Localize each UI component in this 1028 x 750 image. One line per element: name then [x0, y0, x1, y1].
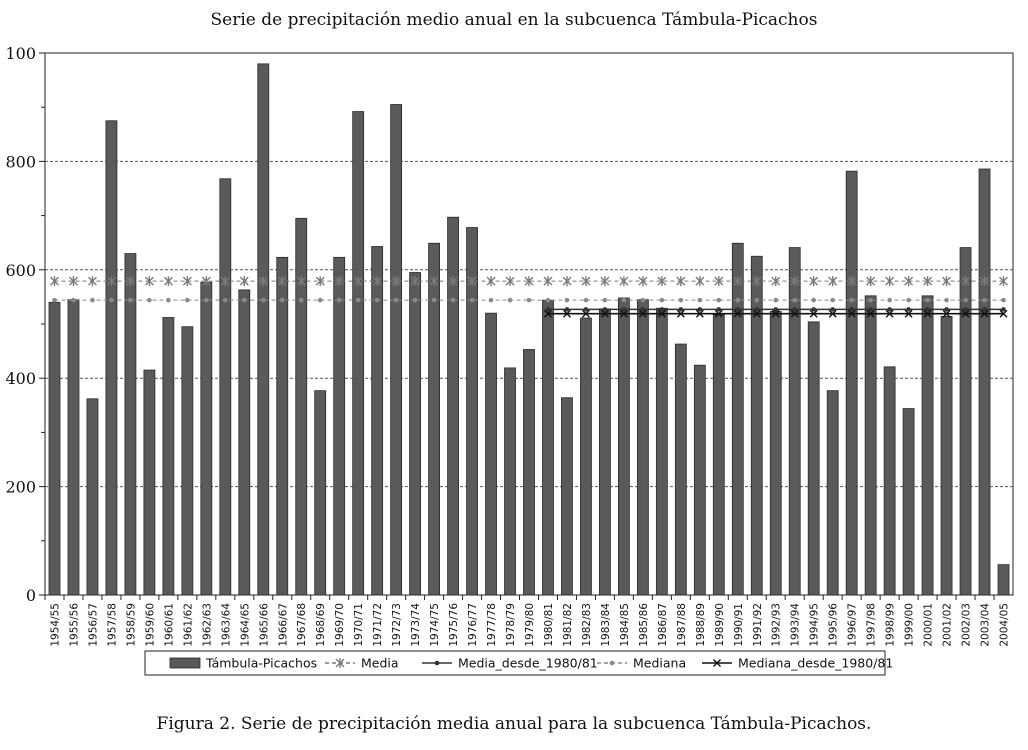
chart-title: Serie de precipitación medio anual en la subcuenca Támbula-Picachos: [210, 10, 818, 30]
series-marker: [660, 307, 665, 312]
bar: [941, 316, 952, 595]
series-marker: [679, 307, 684, 312]
bar: [163, 317, 174, 595]
legend-marker: [435, 661, 440, 666]
series-marker: [868, 298, 873, 303]
series-marker: [963, 298, 968, 303]
series-marker: [830, 298, 835, 303]
line-layer: [50, 276, 1007, 317]
x-tick-label: 1970/71: [353, 603, 366, 647]
series-marker: [470, 298, 475, 303]
x-tick-label: 1969/70: [334, 603, 347, 647]
series-marker: [337, 298, 342, 303]
x-tick-label: 1960/61: [163, 603, 176, 647]
x-tick-label: 1998/99: [884, 603, 897, 647]
y-tick-label: 200: [5, 477, 36, 497]
bar: [201, 282, 212, 595]
x-tick-label: 1989/90: [713, 603, 726, 647]
x-tick-label: 1958/59: [125, 603, 138, 647]
series-marker: [906, 307, 911, 312]
series-marker: [679, 298, 684, 303]
x-tick-label: 1965/66: [258, 603, 271, 647]
bar: [865, 296, 876, 595]
x-tick-label: 1974/75: [429, 603, 442, 647]
series-marker: [906, 298, 911, 303]
bar: [713, 315, 724, 595]
series-marker: [52, 298, 57, 303]
series-marker: [603, 307, 608, 312]
bar: [429, 243, 440, 595]
bar: [258, 64, 269, 595]
series-marker: [811, 298, 816, 303]
series-marker: [944, 298, 949, 303]
series-marker: [147, 298, 152, 303]
series-marker: [166, 298, 171, 303]
series-marker: [1001, 298, 1006, 303]
bar: [144, 370, 155, 595]
series-marker: [925, 307, 930, 312]
bar: [903, 409, 914, 595]
bar: [884, 367, 895, 595]
bar: [486, 313, 497, 595]
bar: [694, 365, 705, 595]
bar: [505, 368, 516, 595]
series-marker: [811, 307, 816, 312]
x-tick-label: 1988/89: [694, 603, 707, 647]
series-marker: [204, 298, 209, 303]
x-tick-label: 2001/02: [941, 603, 954, 647]
series-marker: [622, 307, 627, 312]
series-marker: [546, 298, 551, 303]
series-marker: [565, 307, 570, 312]
series-marker: [773, 298, 778, 303]
series-marker: [717, 307, 722, 312]
series-marker: [299, 298, 304, 303]
series-marker: [584, 307, 589, 312]
x-tick-label: 1979/80: [524, 603, 536, 647]
x-tick-label: 1972/73: [391, 603, 404, 647]
x-tick-label: 1975/76: [448, 603, 461, 647]
series-marker: [887, 298, 892, 303]
x-tick-label: 1991/92: [751, 603, 764, 647]
series-marker: [487, 276, 495, 286]
bar: [277, 257, 288, 595]
x-tick-label: 1955/56: [68, 603, 81, 647]
legend-swatch: [170, 658, 200, 668]
series-marker: [164, 276, 172, 286]
bar: [542, 300, 553, 595]
series-marker: [754, 298, 759, 303]
x-tick-label: 1995/96: [827, 603, 840, 647]
series-marker: [242, 298, 247, 303]
legend-entry: [170, 656, 317, 671]
x-tick-label: 1961/62: [182, 603, 195, 647]
bar: [732, 243, 743, 595]
x-tick-label: 2004/05: [998, 602, 1011, 647]
bar: [239, 290, 250, 595]
series-marker: [71, 298, 76, 303]
series-marker: [735, 298, 740, 303]
series-marker: [887, 307, 892, 312]
bar: [675, 344, 686, 595]
bar: [334, 257, 345, 595]
series-marker: [356, 298, 361, 303]
bar: [637, 300, 648, 595]
bar: [106, 121, 117, 595]
series-marker: [698, 298, 703, 303]
bar: [656, 308, 667, 595]
x-tick-label: 2000/01: [922, 603, 935, 647]
series-marker: [584, 298, 589, 303]
x-tick-label: 1966/67: [277, 603, 290, 647]
y-tick-label: 0: [25, 586, 36, 605]
series-marker: [413, 298, 418, 303]
series-marker: [90, 298, 95, 303]
bar: [410, 273, 421, 595]
series-marker: [432, 298, 437, 303]
series-marker: [527, 298, 532, 303]
series-marker: [886, 276, 894, 286]
bar: [220, 179, 231, 595]
legend-label: Mediana_desde_1980/81: [738, 655, 894, 671]
legend-label: Media_desde_1980/81: [458, 655, 598, 671]
series-marker: [698, 307, 703, 312]
series-marker: [489, 298, 494, 303]
series-marker: [318, 298, 323, 303]
bar: [315, 391, 326, 595]
y-tick-label: 800: [5, 152, 36, 172]
series-marker: [109, 298, 114, 303]
x-tick-label: 1999/00: [903, 603, 916, 647]
x-tick-label: 1997/98: [865, 603, 878, 647]
x-tick-label: 1987/88: [675, 603, 688, 647]
series-marker: [261, 298, 266, 303]
y-tick-label: 600: [5, 260, 36, 280]
bar-layer: [49, 64, 1009, 595]
series-marker: [696, 276, 704, 286]
series-marker: [849, 307, 854, 312]
series-marker: [394, 298, 399, 303]
bar: [391, 104, 402, 595]
y-tick-label: 100: [5, 44, 36, 63]
x-tick-label: 2002/03: [960, 603, 973, 647]
series-marker: [660, 298, 665, 303]
series-marker: [546, 307, 551, 312]
x-tick-label: 1978/79: [505, 603, 518, 647]
series-marker: [641, 307, 646, 312]
series-marker: [620, 276, 628, 286]
x-tick-label: 1992/93: [770, 603, 783, 647]
series-marker: [508, 298, 513, 303]
x-tick-label: 1956/57: [87, 603, 100, 647]
series-marker: [128, 298, 133, 303]
series-marker: [641, 298, 646, 303]
x-tick-label: 1996/97: [846, 603, 859, 647]
series-marker: [563, 276, 571, 286]
x-tick-label: 1983/84: [599, 603, 612, 647]
series-marker: [735, 307, 740, 312]
legend-marker: [610, 661, 615, 666]
series-marker: [223, 298, 228, 303]
bar: [353, 112, 364, 595]
series-marker: [792, 298, 797, 303]
x-tick-label: 1957/58: [106, 603, 119, 647]
x-tick-label: 1962/63: [201, 603, 214, 647]
bar: [561, 398, 572, 595]
x-tick-label: 1968/69: [315, 603, 328, 647]
bar: [998, 565, 1009, 595]
x-tick-label: 1963/64: [220, 603, 233, 647]
series-marker: [185, 298, 190, 303]
legend: [145, 651, 893, 675]
bar: [182, 327, 193, 595]
x-tick-label: 2003/04: [979, 603, 992, 647]
x-tick-label: 1986/87: [656, 603, 669, 647]
series-marker: [717, 298, 722, 303]
bar: [68, 300, 79, 595]
bar: [770, 312, 781, 595]
series-marker: [849, 298, 854, 303]
legend-label: Támbula-Picachos: [206, 655, 318, 671]
series-marker: [603, 298, 608, 303]
x-tick-label: 1982/83: [580, 603, 593, 647]
legend-label: Media: [361, 655, 399, 671]
x-tick-label: 1981/82: [561, 603, 574, 647]
series-marker: [944, 307, 949, 312]
bar: [808, 322, 819, 595]
bar: [846, 171, 857, 595]
series-marker: [773, 307, 778, 312]
y-tick-label: 400: [5, 369, 36, 389]
series-marker: [963, 307, 968, 312]
series-marker: [451, 298, 456, 303]
series-marker: [1001, 307, 1006, 312]
bar: [979, 169, 990, 595]
series-marker: [375, 298, 380, 303]
x-tick-label: 1984/85: [618, 603, 631, 647]
bar: [87, 399, 98, 595]
bar: [448, 217, 459, 595]
bar: [524, 349, 535, 595]
series-marker: [622, 298, 627, 303]
x-tick-label: 1977/78: [486, 603, 499, 647]
x-tick-label: 1964/65: [239, 603, 252, 647]
x-tick-label: 1959/60: [144, 603, 157, 647]
x-tick-label: 1973/74: [410, 603, 423, 647]
bar: [599, 309, 610, 595]
x-tick-label: 1954/55: [49, 603, 62, 647]
series-marker: [280, 298, 285, 303]
x-tick-label: 1980/81: [542, 603, 555, 647]
bar: [922, 296, 933, 595]
bar: [751, 256, 762, 595]
legend-label: Mediana: [633, 655, 687, 671]
x-tick-label: 1994/95: [808, 603, 821, 647]
bar: [125, 254, 136, 595]
bar: [827, 391, 838, 595]
series-marker: [868, 307, 873, 312]
x-tick-label: 1976/77: [467, 603, 480, 647]
series-marker: [754, 307, 759, 312]
series-marker: [982, 307, 987, 312]
series-marker: [925, 298, 930, 303]
figure-caption: Figura 2. Serie de precipitación media anual para la subcuenca Támbula-Picachos.: [156, 714, 872, 734]
bar: [618, 298, 629, 595]
bar: [580, 318, 591, 595]
bar: [49, 302, 60, 595]
x-tick-label: 1971/72: [372, 603, 385, 647]
x-tick-label: 1993/94: [789, 603, 802, 647]
bar: [296, 218, 307, 595]
x-tick-label: 1990/91: [732, 603, 745, 647]
series-marker: [830, 307, 835, 312]
x-tick-label: 1967/68: [296, 603, 309, 647]
series-marker: [792, 307, 797, 312]
series-marker: [982, 298, 987, 303]
x-tick-label: 1985/86: [637, 603, 650, 647]
series-marker: [565, 298, 570, 303]
